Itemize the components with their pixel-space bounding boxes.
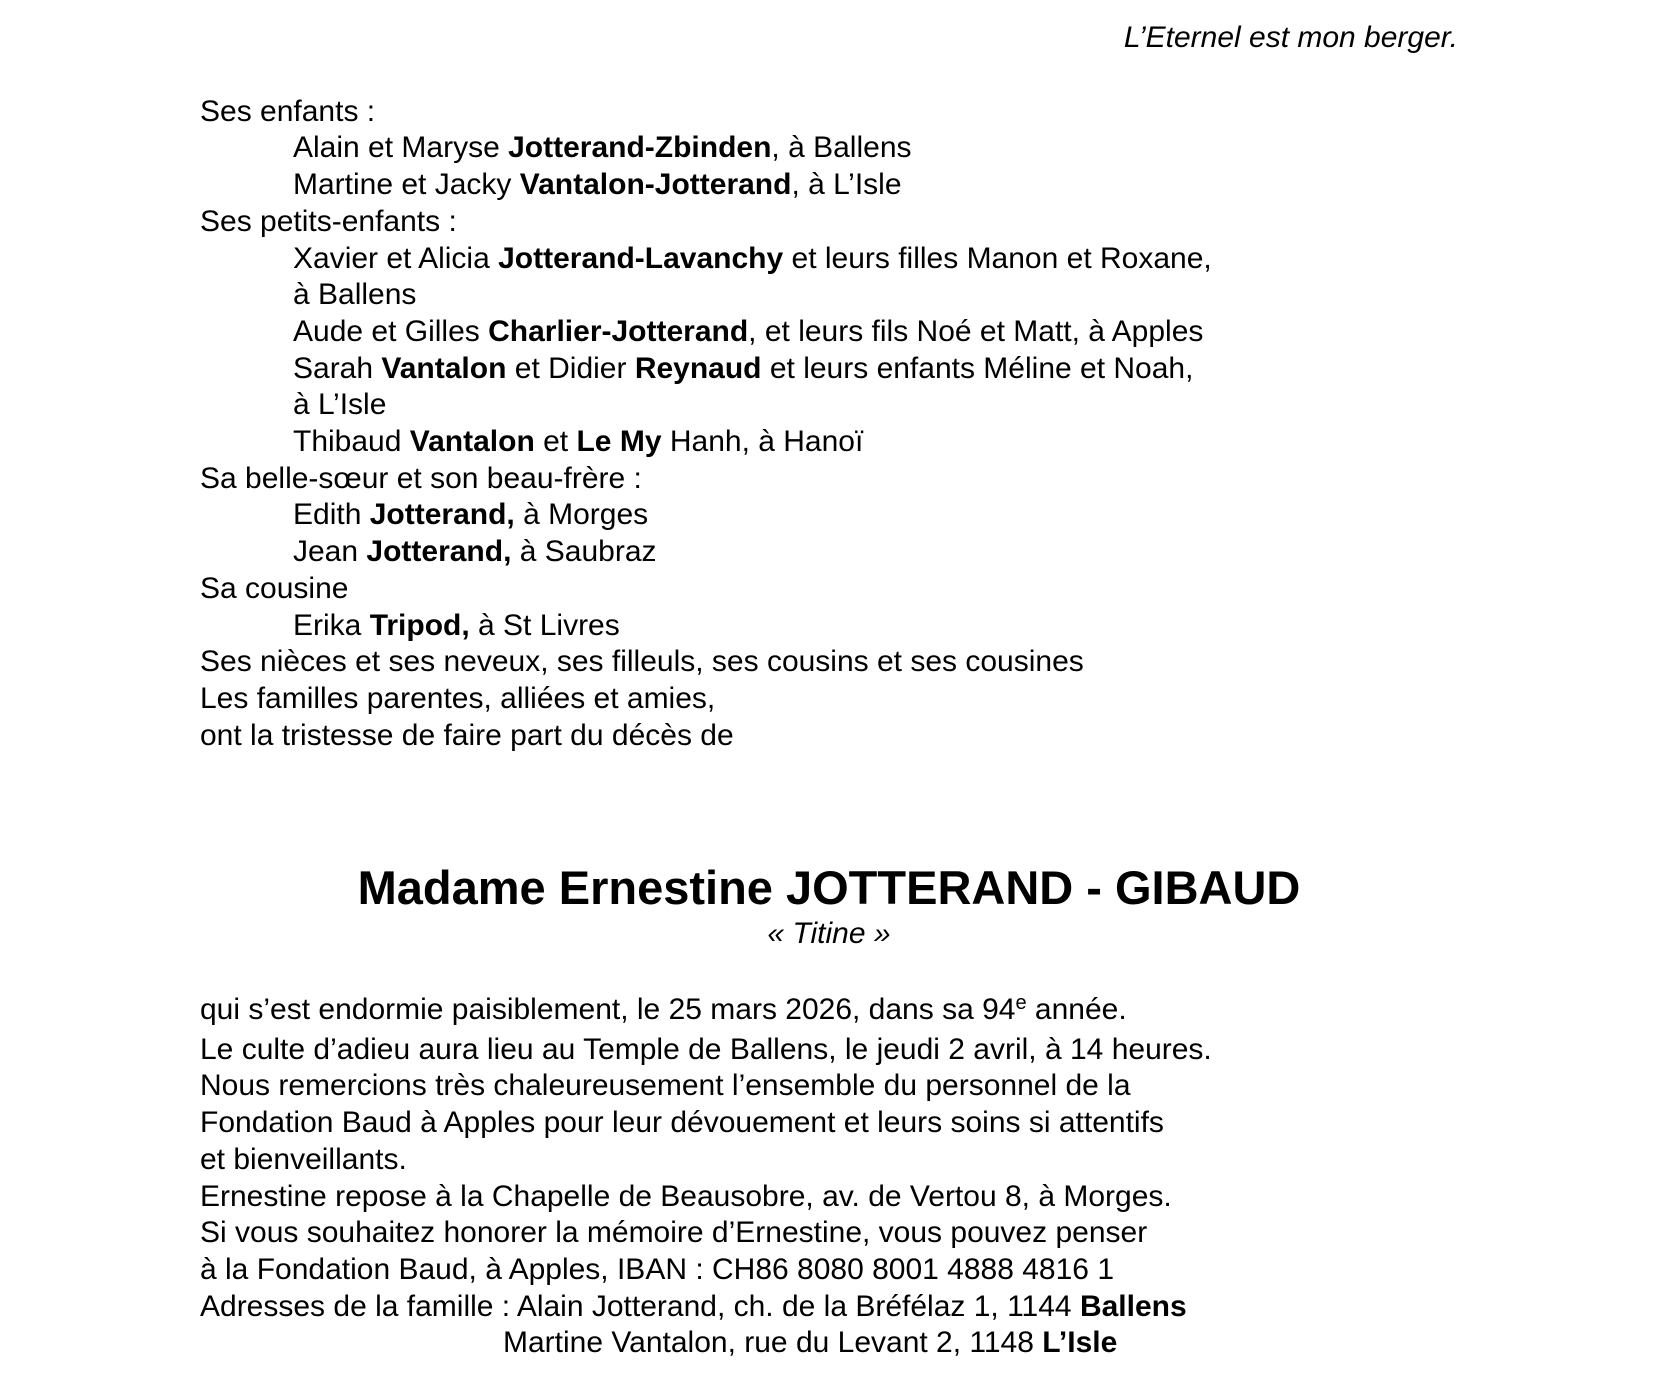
family-line: Sa belle-sœur et son beau-frère : bbox=[200, 461, 642, 495]
announcement-line: Ernestine repose à la Chapelle de Beausobre, av. de Vertou 8, à Morges. bbox=[200, 1179, 1172, 1213]
family-line: ont la tristesse de faire part du décès de bbox=[200, 718, 734, 752]
announcement-line: Fondation Baud à Apples pour leur dévouement et leurs soins si attentifs bbox=[200, 1106, 1164, 1140]
family-line: Martine et Jacky Vantalon-Jotterand, à L’Isle bbox=[293, 168, 902, 202]
family-line: Ses enfants : bbox=[200, 94, 376, 128]
family-line: Aude et Gilles Charlier-Jotterand, et leurs fils Noé et Matt, à Apples bbox=[293, 314, 1204, 348]
deceased-name-title: Madame Ernestine JOTTERAND - GIBAUD bbox=[357, 861, 1301, 915]
family-line: Jean Jotterand, à Saubraz bbox=[293, 535, 657, 569]
family-line: Erika Tripod, à St Livres bbox=[293, 608, 620, 642]
family-line: Xavier et Alicia Jotterand-Lavanchy et leurs filles Manon et Roxane, bbox=[293, 241, 1212, 275]
family-line: à L’Isle bbox=[293, 388, 387, 422]
announcement-line: Adresses de la famille : Alain Jotterand, ch. de la Bréfélaz 1, 1144 Ballens bbox=[200, 1289, 1187, 1323]
family-list bbox=[200, 94, 1458, 755]
family-line: Sa cousine bbox=[200, 571, 349, 605]
family-line: Edith Jotterand, à Morges bbox=[293, 498, 649, 532]
announcement-line: Martine Vantalon, rue du Levant 2, 1148 L’Isle bbox=[503, 1326, 1118, 1360]
family-line: Ses nièces et ses neveux, ses filleuls, ses cousins et ses cousines bbox=[200, 645, 1084, 679]
deceased-nickname: « Titine » bbox=[767, 917, 891, 951]
family-line: Alain et Maryse Jotterand-Zbinden, à Ballens bbox=[293, 131, 912, 165]
announcement-paragraph bbox=[200, 992, 1458, 1362]
family-line: Les familles parentes, alliées et amies, bbox=[200, 681, 716, 715]
announcement-line: et bienveillants. bbox=[200, 1142, 407, 1176]
family-line: Ses petits-enfants : bbox=[200, 204, 457, 238]
scripture-quote: L’Eternel est mon berger. bbox=[1123, 21, 1458, 54]
announcement-line: qui s’est endormie paisiblement, le 25 mars 2026, dans sa 94e année. bbox=[200, 992, 1127, 1027]
announcement-line: Si vous souhaitez honorer la mémoire d’Ernestine, vous pouvez penser bbox=[200, 1216, 1148, 1250]
announcement-line: à la Fondation Baud, à Apples, IBAN : CH86 8080 8001 4888 4816 1 bbox=[200, 1252, 1115, 1286]
family-line: Sarah Vantalon et Didier Reynaud et leurs enfants Méline et Noah, bbox=[293, 351, 1194, 385]
family-line: Thibaud Vantalon et Le My Hanh, à Hanoï bbox=[293, 425, 864, 459]
family-line: à Ballens bbox=[293, 278, 417, 312]
announcement-line: Nous remercions très chaleureusement l’ensemble du personnel de la bbox=[200, 1069, 1131, 1103]
announcement-line: Le culte d’adieu aura lieu au Temple de Ballens, le jeudi 2 avril, à 14 heures. bbox=[200, 1032, 1212, 1066]
